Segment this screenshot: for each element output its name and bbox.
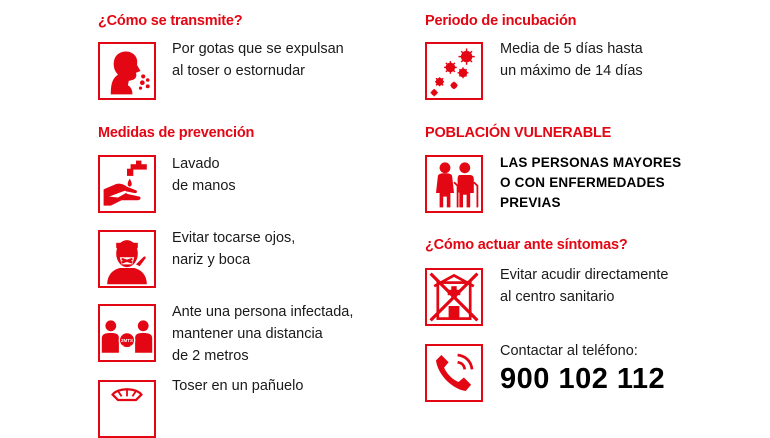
incubation-line2: un máximo de 14 días — [500, 63, 643, 79]
prevention-heading: Medidas de prevención — [98, 125, 255, 141]
person-sneezing-icon — [98, 42, 156, 100]
distance-line2: mantener una distancia — [172, 326, 323, 342]
incubation-heading: Periodo de incubación — [425, 13, 577, 29]
no-hospital-icon — [425, 268, 483, 326]
no-touch-line1: Evitar tocarse ojos, — [172, 230, 296, 246]
vulnerable-line1: LAS PERSONAS MAYORES — [500, 155, 682, 170]
handwash-line2: de manos — [172, 178, 236, 194]
distance-line3: de 2 metros — [172, 348, 249, 364]
avoid-line2: al centro sanitario — [500, 289, 615, 305]
vulnerable-line2: O CON ENFERMEDADES — [500, 175, 665, 190]
phone-ringing-icon — [425, 344, 483, 402]
call-line1: Contactar al teléfono: — [500, 343, 638, 359]
incubation-line1: Media de 5 días hasta — [500, 41, 643, 57]
tissue-line1: Toser en un pañuelo — [172, 378, 304, 394]
phone-number[interactable]: 900 102 112 — [500, 363, 666, 395]
vulnerable-heading: POBLACIÓN VULNERABLE — [425, 125, 612, 141]
avoid-line1: Evitar acudir directamente — [500, 267, 669, 283]
elderly-couple-icon — [425, 155, 483, 213]
transmission-heading: ¿Cómo se transmite? — [98, 13, 243, 29]
distance-line1: Ante una persona infectada, — [172, 304, 354, 320]
svg-text:2MTS: 2MTS — [120, 338, 134, 343]
tissue-icon — [98, 380, 156, 438]
virus-particles-icon — [425, 42, 483, 100]
symptoms-heading: ¿Cómo actuar ante síntomas? — [425, 237, 628, 253]
distance-2m-icon — [98, 304, 156, 362]
transmission-line2: al toser o estornudar — [172, 63, 305, 79]
vulnerable-line3: PREVIAS — [500, 195, 561, 210]
handwash-line1: Lavado — [172, 156, 220, 172]
no-face-touch-icon — [98, 230, 156, 288]
transmission-line1: Por gotas que se expulsan — [172, 41, 344, 57]
no-touch-line2: nariz y boca — [172, 252, 251, 268]
hand-washing-icon — [98, 155, 156, 213]
